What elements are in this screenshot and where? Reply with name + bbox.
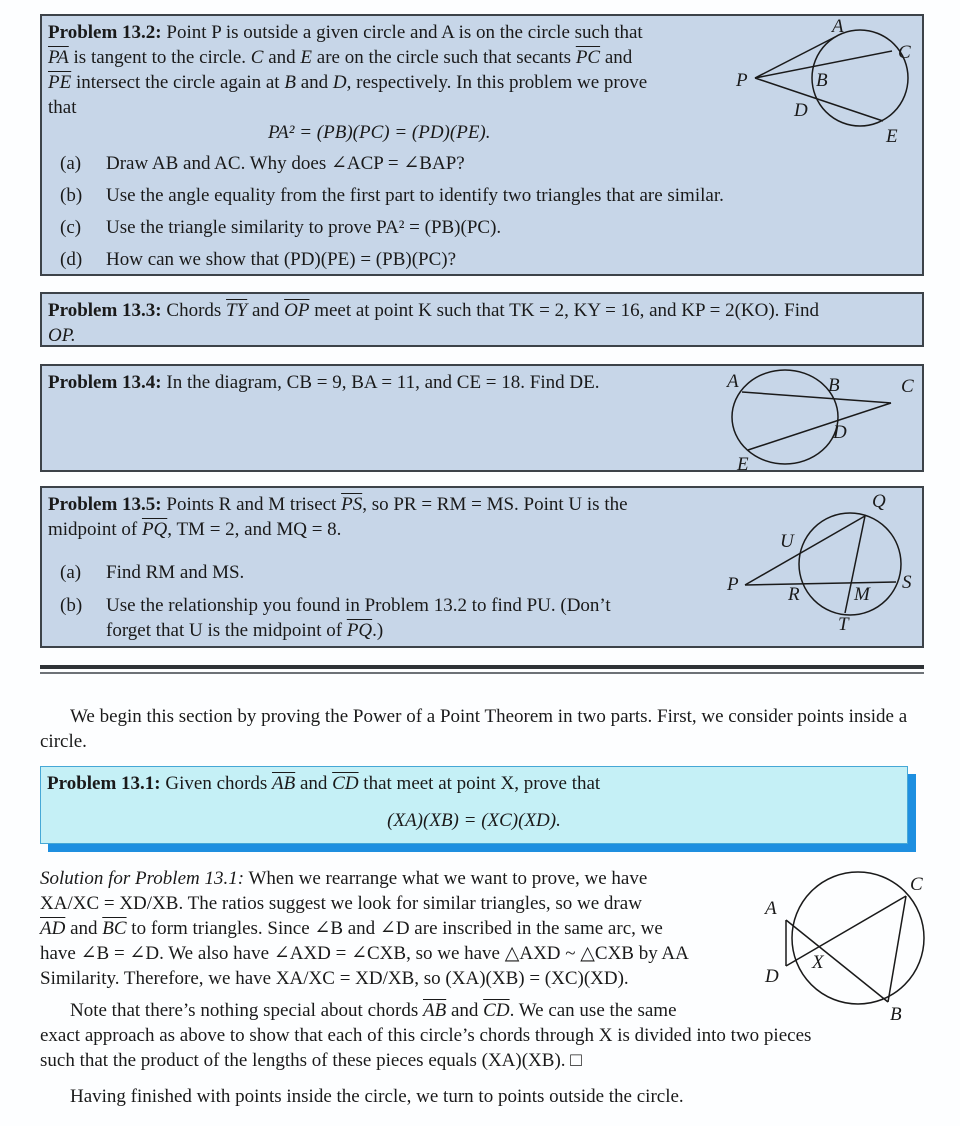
note-line-1: Note that there’s nothing special about chords $\overline{AB}$ and $\overline{CD}$. We can use the same xyxy=(70,1000,677,1021)
secant-ce xyxy=(748,403,891,450)
problem-13-4-line1: Problem 13.4: In the diagram, CB = 9, BA = 11, and CE = 18. Find DE. xyxy=(48,372,600,393)
problem-13-1-equation: (XA)(XB) = (XC)(XD). xyxy=(387,810,561,831)
note-line-3: such that the product of the lengths of these pieces equals (XA)(XB). □ xyxy=(40,1050,582,1071)
problem-13-5-part-b: (b) Use the relationship you found in Problem 13.2 to find PU. (Don’t forget that U is the midpoint of $\overline{PQ}$.) xyxy=(60,595,611,641)
section-divider-thick xyxy=(40,665,924,669)
problem-13-5-line2: midpoint of $\overline{PQ}$, TM = 2, and MQ = 8. xyxy=(48,519,342,540)
chord-cd xyxy=(786,896,906,966)
label-a: A xyxy=(765,898,777,919)
problem-13-3-line2: OP. xyxy=(48,325,76,346)
problem-13-2-line3: $\overline{PE}$ intersect the circle again at B and D, respectively. In this problem we prove xyxy=(48,72,648,93)
label-r: R xyxy=(788,584,800,605)
problem-13-2-line1: Problem 13.2: Point P is outside a given circle and A is on the circle such that xyxy=(48,22,643,43)
problem-13-4-diagram xyxy=(720,360,930,480)
label-q: Q xyxy=(872,491,886,512)
problem-13-1-title: Problem 13.1: xyxy=(47,773,161,794)
problem-13-2-equation: PA² = (PB)(PC) = (PD)(PE). xyxy=(268,122,491,143)
label-b: B xyxy=(816,70,828,91)
label-c: C xyxy=(898,42,911,63)
solution-line-2: XA/XC = XD/XB. The ratios suggest we look for similar triangles, so we draw xyxy=(40,893,642,914)
problem-13-2-part-a: (a) Draw AB and AC. Why does ∠ACP = ∠BAP? xyxy=(60,153,465,174)
secant-ps xyxy=(745,582,896,585)
problem-13-3-box xyxy=(40,292,924,347)
solution-line-1: Solution for Problem 13.1: When we rearrange what we want to prove, we have xyxy=(40,868,648,889)
solution-line-3: $\overline{AD}$ and $\overline{BC}$ to form triangles. Since ∠B and ∠D are inscribed in the same arc, we xyxy=(40,918,663,939)
circle xyxy=(792,872,924,1004)
closing-paragraph: Having finished with points inside the circle, we turn to points outside the circle. xyxy=(70,1086,684,1107)
secant-pq xyxy=(745,516,865,585)
note-paragraph xyxy=(40,998,930,1073)
problem-13-5-line1: Problem 13.5: Points R and M trisect $\overline{PS}$, so PR = RM = MS. Point U is the xyxy=(48,494,628,515)
note-line-2: exact approach as above to show that each of this circle’s chords through X is divided into two pieces xyxy=(40,1025,812,1046)
label-p: P xyxy=(736,70,748,91)
problem-13-2-part-b: (b) Use the angle equality from the first part to identify two triangles that are similar. xyxy=(60,185,724,206)
problem-13-2-line2: $\overline{PA}$ is tangent to the circle. C and E are on the circle such that secants $\overline{PC}$ and xyxy=(48,47,633,68)
problem-13-5-part-a: (a) Find RM and MS. xyxy=(60,562,245,583)
circle xyxy=(799,513,901,615)
label-x: X xyxy=(812,952,824,973)
label-e: E xyxy=(737,454,749,475)
label-s: S xyxy=(902,572,912,593)
solution-13-1 xyxy=(40,866,760,991)
label-b: B xyxy=(828,375,840,396)
intro-paragraph: We begin this section by proving the Power of a Point Theorem in two parts. First, we consider points inside a circle. xyxy=(40,706,908,752)
problem-13-2-diagram xyxy=(720,10,930,150)
label-c: C xyxy=(901,376,914,397)
section-divider-thin xyxy=(40,672,924,674)
problem-13-3-line1: Problem 13.3: Chords $\overline{TY}$ and $\overline{OP}$ meet at point K such that TK = 2, KY = 16, and KP = 2(KO). Find xyxy=(48,300,820,321)
solution-line-4: have ∠B = ∠D. We also have ∠AXD = ∠CXB, so we have △AXD ~ △CXB by AA xyxy=(40,943,689,964)
circle xyxy=(732,370,838,464)
label-b: B xyxy=(890,1004,902,1022)
solution-heading: Solution for Problem 13.1: xyxy=(40,868,245,889)
problem-13-2-line4: that xyxy=(48,97,77,118)
problem-13-2-title: Problem 13.2: xyxy=(48,22,162,43)
label-e: E xyxy=(886,126,898,147)
label-d: D xyxy=(833,422,847,443)
secant-ca xyxy=(742,392,891,403)
label-p: P xyxy=(727,574,739,595)
problem-13-1-line1: Problem 13.1: Given chords $\overline{AB}$ and $\overline{CD}$ that meet at point X, prove that xyxy=(47,773,601,794)
problem-13-4-title: Problem 13.4: xyxy=(48,372,162,393)
label-d: D xyxy=(794,100,808,121)
label-a: A xyxy=(832,16,844,37)
label-c: C xyxy=(910,874,923,895)
problem-13-2-part-d: (d) How can we show that (PD)(PE) = (PB)(PC)? xyxy=(60,249,457,270)
label-a: A xyxy=(727,371,739,392)
label-t: T xyxy=(838,614,849,635)
problem-13-5-title: Problem 13.5: xyxy=(48,494,162,515)
problem-13-2-part-c: (c) Use the triangle similarity to prove PA² = (PB)(PC). xyxy=(60,217,502,238)
problem-13-3-title: Problem 13.3: xyxy=(48,300,162,321)
chord-ab xyxy=(786,920,888,1002)
label-d: D xyxy=(765,966,779,987)
label-m: M xyxy=(854,584,870,605)
solution-line-5: Similarity. Therefore, we have XA/XC = XD/XB, so (XA)(XB) = (XC)(XD). xyxy=(40,968,629,989)
label-u: U xyxy=(780,531,794,552)
problem-13-1-box xyxy=(40,766,908,844)
problem-13-5-diagram xyxy=(710,482,930,642)
